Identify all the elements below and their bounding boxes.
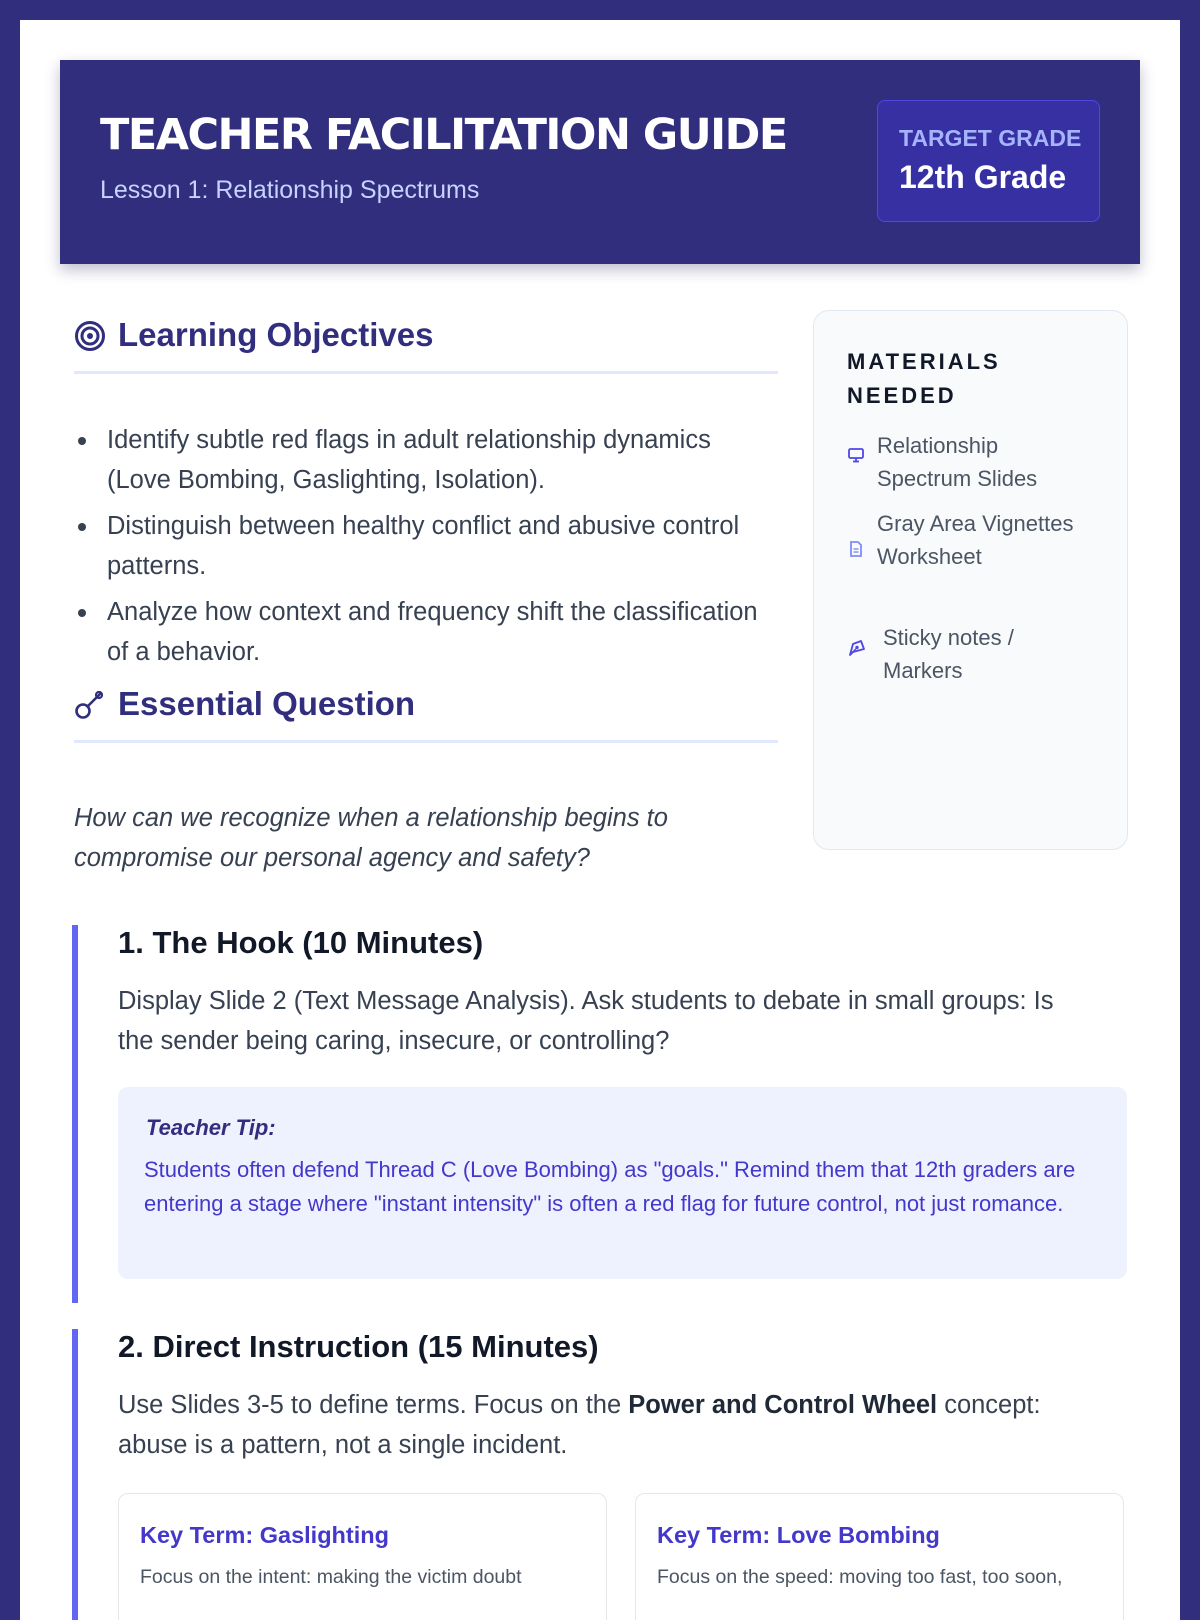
teacher-tip-callout xyxy=(118,1087,1127,1279)
section-title: Essential Question xyxy=(118,685,416,722)
list-item xyxy=(74,506,774,586)
key-icon xyxy=(74,689,106,721)
term-text: Focus on the speed: moving too fast, too soon, xyxy=(657,1566,1063,1588)
term-title: Key Term: Gaslighting xyxy=(140,1522,389,1548)
term-text: Focus on the intent: making the victim doubt xyxy=(140,1566,522,1588)
grade-label: TARGET GRADE xyxy=(899,125,1082,151)
guide-page xyxy=(20,20,1180,1620)
tip-text: Students often defend Thread C (Love Bombing) as "goals." Remind them that 12th graders are entering a stage where "instant intensity" is often a red flag for future control, not just romance. xyxy=(144,1157,1076,1216)
target-icon xyxy=(74,320,106,352)
step-direct-instruction xyxy=(72,1329,1132,1620)
monitor-icon xyxy=(847,446,865,464)
section-title: Learning Objectives xyxy=(118,316,434,353)
target-grade-badge xyxy=(877,100,1100,222)
essential-question-text: How can we recognize when a relationship begins to compromise our personal agency and safety? xyxy=(74,804,668,872)
material-label: Relationship Spectrum Slides xyxy=(877,433,1038,491)
pen-tool-icon xyxy=(847,638,867,658)
lesson-subtitle: Lesson 1: Relationship Spectrums xyxy=(100,176,480,204)
step-hook xyxy=(72,925,1132,1303)
list-item xyxy=(74,420,774,500)
objective-text: Distinguish between healthy conflict and abusive control patterns. xyxy=(107,512,740,580)
key-term-card xyxy=(635,1493,1124,1620)
materials-panel xyxy=(813,310,1128,850)
materials-title: MATERIALS NEEDED xyxy=(847,349,1001,408)
tip-label: Teacher Tip: xyxy=(146,1115,276,1140)
objective-text: Analyze how context and frequency shift the classification of a behavior. xyxy=(107,598,758,666)
material-label: Sticky notes / Markers xyxy=(883,625,1014,683)
step-title: 1. The Hook (10 Minutes) xyxy=(118,925,484,960)
step-title: 2. Direct Instruction (15 Minutes) xyxy=(118,1329,599,1364)
objective-text: Identify subtle red flags in adult relationship dynamics (Love Bombing, Gaslighting, Isolation). xyxy=(107,426,711,494)
step-text: Use Slides 3-5 to define terms. Focus on the Power and Control Wheel concept: abuse is a pattern, not a single incident. xyxy=(118,1391,1041,1459)
essential-question-heading xyxy=(74,685,778,743)
objectives-list xyxy=(74,420,774,678)
page-title: TEACHER FACILITATION GUIDE xyxy=(100,110,787,160)
grade-value: 12th Grade xyxy=(899,159,1067,195)
key-term-card xyxy=(118,1493,607,1620)
list-item xyxy=(74,592,774,672)
header-banner xyxy=(60,60,1140,264)
emphasized-term: Power and Control Wheel xyxy=(628,1391,938,1419)
material-label: Gray Area Vignettes Worksheet xyxy=(877,511,1074,569)
learning-objectives-heading xyxy=(74,316,778,374)
document-icon xyxy=(847,540,865,558)
step-text: Display Slide 2 (Text Message Analysis). Ask students to debate in small groups: Is the sender being caring, insecure, or controlling? xyxy=(118,987,1054,1055)
term-title: Key Term: Love Bombing xyxy=(657,1522,940,1548)
